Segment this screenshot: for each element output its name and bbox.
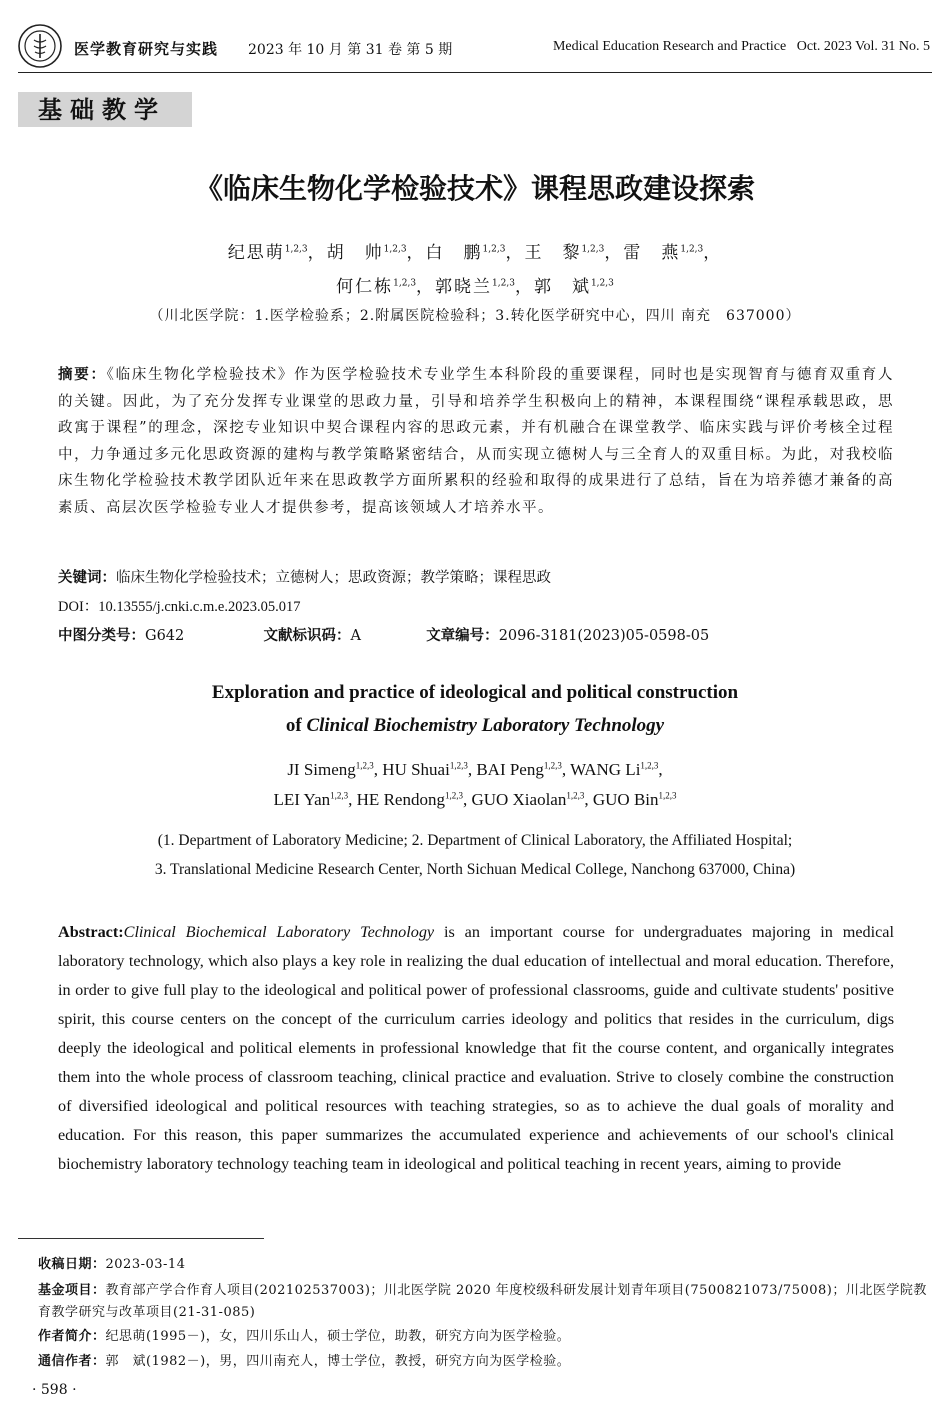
classification-row: 中图分类号：G642 文献标识码：A 文章编号：2096-3181(2023)05-0598-05 (58, 628, 710, 644)
author: 何仁栋 (336, 277, 394, 297)
footnote-divider (18, 1238, 264, 1239)
affiliation-cn: （川北医学院：1.医学检验系；2.附属医院检验科；3.转化医学研究中心，四川 南充 637000） (149, 308, 801, 324)
authors-en-line1: JI Simeng$^{1,2,3}$, HU Shuai$^{1,2,3}$, BAI Peng$^{1,2,3}$, WANG Li$^{1,2,3}$, (287, 760, 663, 779)
author: 王 黎 (524, 243, 582, 263)
footnote-author: 作者简介：纪思萌(1995－)，女，四川乐山人，硕士学位，助教，研究方向为医学检验。 (38, 1329, 571, 1344)
abstract-cn-text: 《临床生物化学检验技术》作为医学检验技术专业学生本科阶段的重要课程，同时也是实现智育与德育双重育人的关键。因此，为了充分发挥专业课堂的思政力量，引导和培养学生积极向上的精神，本课程围绕“课程承载思政，思政寓于课程”的理念，深挖专业知识中契合课程内容的思政元素，并有机融合在课堂教学、临床实践与评价考核全过程中，力争通过多元化思政资源的建构与教学策略紧密结合，从而实现立德树人与三全育人的双重目标。为此，对我校临床生物化学检验技术教学团队近年来在思政教学方面所累积的经验和取得的成果进行了总结，旨在为培养德才兼备的高素质、高层次医学检验专业人才提供参考，提高该领域人才培养水平。 (58, 367, 895, 516)
section-label: 基础教学 (18, 92, 192, 127)
running-header (18, 22, 930, 70)
abstract-cn (58, 362, 894, 522)
header-divider (18, 72, 932, 73)
footnote-corresponding: 通信作者：郭 斌(1982－)，男，四川南充人，博士学位，教授，研究方向为医学检验。 (38, 1354, 571, 1369)
abstract-en-text: is an important course for undergraduates majoring in medical laboratory technology, which also plays a key role in realizing the dual education of intellectual and moral education. Therefore, in order to give full play to the ideological and political power of professional classrooms, guide and cultivate students' positive spirit, this course centers on the concept of the curriculum carries ideology and politics that resides in the curriculum, digs deeply the ideological and political elements in professional knowledge that fit the course content, and organically integrates them into the whole process of classroom teaching, clinical practice and evaluation. Strive to closely combine the construction of diversified ideological and political resources with teaching strategies, so as to achieve the dual goals of morality and education. For this reason, this paper summarizes the accumulated experience and achievements of our school's clinical biochemistry laboratory technology teaching team in ideological and political teaching in recent years, aiming to provide (58, 923, 894, 1173)
issue-en: Oct. 2023 Vol. 31 No. 5 (796, 39, 930, 54)
title-en-line2: of Clinical Biochemistry Laboratory Technology (285, 715, 665, 736)
author: 郭 斌 (533, 277, 591, 297)
title-en-line1: Exploration and practice of ideological and political construction (211, 682, 739, 703)
author: 胡 帅 (326, 243, 384, 263)
issue-cn: 2023 年 10 月 第 31 卷 第 5 期 (248, 42, 453, 58)
authors-cn-line2: 何仁栋$^{1,2,3}$，郭晓兰$^{1,2,3}$，郭 斌$^{1,2,3}$ (336, 277, 614, 297)
abstract-cn-label: 摘要： (58, 367, 107, 383)
doi: DOI：10.13555/j.cnki.c.m.e.2023.05.017 (58, 599, 301, 615)
author: 纪思萌 (227, 243, 285, 263)
authors-en-line2: LEI Yan$^{1,2,3}$, HE Rendong$^{1,2,3}$, GUO Xiaolan$^{1,2,3}$, GUO Bin$^{1,2,3}$ (273, 790, 677, 809)
course-name-en: Clinical Biochemistry Laboratory Technology (306, 715, 665, 736)
author: 雷 燕 (623, 243, 681, 263)
abstract-en-label: Abstract: (58, 923, 124, 941)
authors-cn-line1: 纪思萌$^{1,2,3}$，胡 帅$^{1,2,3}$，白 鹏$^{1,2,3}$，王 黎$^{1,2,3}$，雷 燕$^{1,2,3}$， (227, 243, 723, 263)
affiliation-en-line2: 3. Translational Medicine Research Center, North Sichuan Medical College, Nanchong 637000, China) (154, 861, 796, 878)
journal-name-cn: 医学教育研究与实践 (74, 40, 219, 58)
affiliation-en-line1: (1. Department of Laboratory Medicine; 2. Department of Clinical Laboratory, the Affiliated Hospital; (157, 832, 793, 849)
author: 郭晓兰 (435, 277, 493, 297)
abstract-en: Abstract:Clinical Biochemical Laboratory Technology is an important course for undergraduates majoring in medical laboratory technology, which also plays a key role in realizing the dual education of intellectual and moral education. Therefore, in order to give full play to the ideological and political power of professional classrooms, guide and cultivate students' positive spirit, this course centers on the concept of the curriculum carries ideology and politics that resides in the curriculum, digs deeply the ideological and political elements in professional knowledge that fit the course content, and organically integrates them into the whole process of classroom teaching, clinical practice and evaluation. Strive to closely combine the construction of diversified ideological and political resources with teaching strategies, so as to achieve the dual goals of morality and education. For this reason, this paper summarizes the accumulated experience and achievements of our school's clinical biochemistry laboratory technology teaching team in ideological and political teaching in recent years, aiming to provide (58, 923, 894, 1173)
title-cn: 《临床生物化学检验技术》课程思政建设探索 (194, 172, 755, 205)
footnote-received: 收稿日期：2023-03-14 (38, 1257, 186, 1272)
footnote-fund: 基金项目：教育部产学合作育人项目(202102537003)；川北医学院 2020 年度校级科研发展计划青年项目(7500821073/75008)；川北医学院教育教学研究与改革项目(21-31-085) (38, 1283, 927, 1320)
journal-seal-icon (18, 24, 62, 68)
page-number: · 598 · (32, 1382, 77, 1398)
author: 白 鹏 (425, 243, 483, 263)
journal-name-en: Medical Education Research and Practice Oct. 2023 Vol. 31 No. 5 (552, 39, 930, 54)
keywords-cn: 关键词：临床生物化学检验技术；立德树人；思政资源；教学策略；课程思政 (58, 570, 551, 586)
